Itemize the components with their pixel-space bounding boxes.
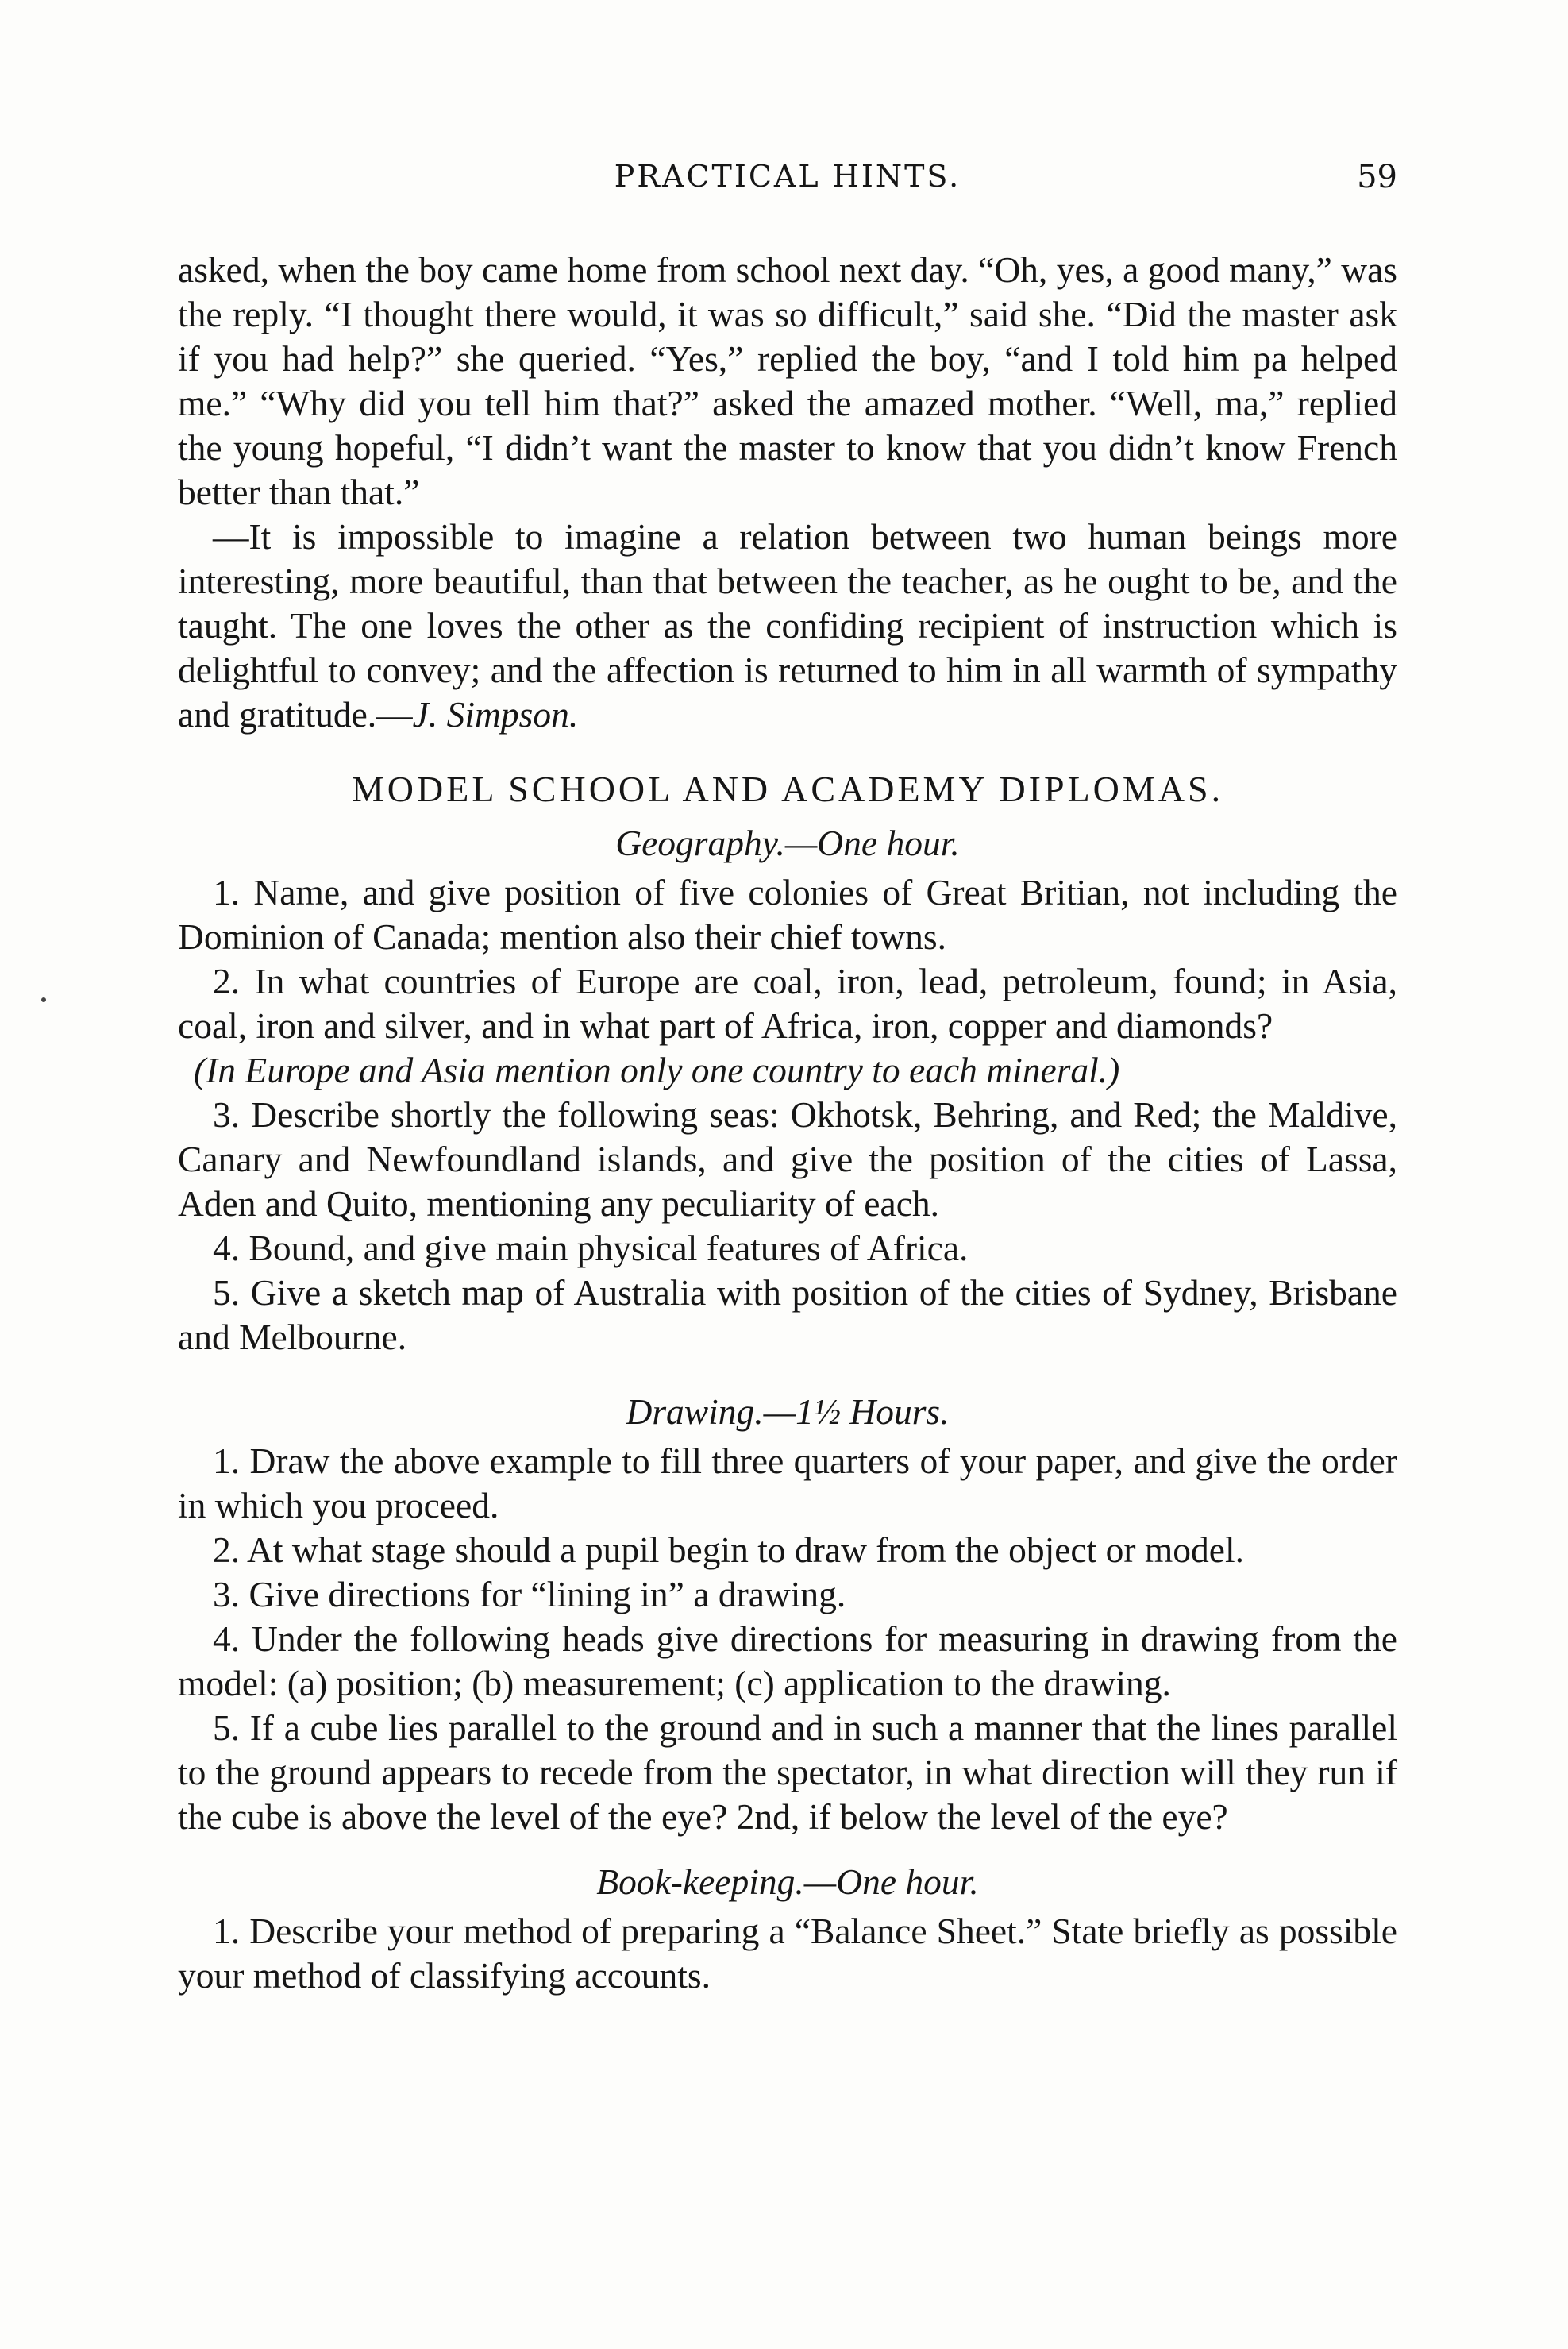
drawing-heading: Drawing.—1½ Hours.	[626, 1391, 950, 1432]
drawing-question-5: 5. If a cube lies parallel to the ground and in such a manner that the lines parallel to the ground appears to recede from the spectator, in what direction will they run if the cube is above the level of the eye? 2nd, if below the level of the eye?	[178, 1707, 1397, 1837]
geography-heading: Geography.—One hour.	[615, 823, 960, 863]
page-header	[178, 159, 1397, 206]
geography-question-2: 2. In what countries of Europe are coal, iron, lead, petroleum, found; in Asia, coal, iron and silver, and in what part of Africa, iron, copper and diamonds?	[178, 961, 1397, 1046]
anecdote-paragraph: asked, when the boy came home from school next day. “Oh, yes, a good many,” was the reply. “I thought there would, it was so difficult,” said she. “Did the master ask if you had help?” she queried. “Yes,” replied the boy, “and I told him pa helped me.” “Why did you tell him that?” asked the amazed mother. “Well, ma,” replied the young hopeful, “I didn’t want the master to know that you didn’t know French better than that.”	[178, 249, 1397, 512]
geography-note: (In Europe and Asia mention only one country to each mineral.)	[194, 1050, 1120, 1090]
drawing-question-4: 4. Under the following heads give directions for measuring in drawing from the model: (a) position; (b) measurement; (c) application to the drawing.	[178, 1618, 1397, 1703]
geography-question-5: 5. Give a sketch map of Australia with position of the cities of Sydney, Brisbane and Melbourne.	[178, 1272, 1397, 1357]
drawing-question-2: 2. At what stage should a pupil begin to draw from the object or model.	[213, 1529, 1245, 1570]
geography-question-1: 1. Name, and give position of five colonies of Great Britian, not including the Dominion of Canada; mention also their chief towns.	[178, 872, 1397, 957]
bookkeeping-heading: Book-keeping.—One hour.	[596, 1861, 979, 1902]
geography-question-3: 3. Describe shortly the following seas: Okhotsk, Behring, and Red; the Maldive, Canary and Newfoundland islands, and give the position of the cities of Lassa, Aden and Quito, mentioning any peculiarity of each.	[178, 1094, 1397, 1224]
drawing-question-3: 3. Give directions for “lining in” a drawing.	[213, 1574, 846, 1614]
spacer	[178, 1839, 1397, 1850]
print-speck	[41, 997, 46, 1002]
quote-author: J. Simpson.	[412, 694, 579, 735]
bookkeeping-question-1: 1. Describe your method of preparing a “Balance Sheet.” State briefly as possible your method of classifying accounts.	[178, 1911, 1397, 1996]
section-heading: MODEL SCHOOL AND ACADEMY DIPLOMAS.	[351, 769, 1224, 809]
body-text	[178, 248, 1397, 1998]
geography-question-4: 4. Bound, and give main physical features of Africa.	[213, 1228, 969, 1268]
running-head: PRACTICAL HINTS.	[614, 159, 961, 194]
quote-paragraph	[178, 515, 1397, 737]
page-number: 59	[1357, 159, 1397, 195]
quote-text: —It is impossible to imagine a relation between two human beings more interesting, more beautiful, than that between the teacher, as he ought to be, and the taught. The one loves the other as the confiding recipient of instruction which is delightful to convey; and the affection is returned to him in all warmth of sympathy and gratitude.—	[178, 516, 1397, 735]
spacer	[178, 1360, 1397, 1380]
drawing-question-1: 1. Draw the above example to fill three quarters of your paper, and give the order in which you proceed.	[178, 1441, 1397, 1526]
